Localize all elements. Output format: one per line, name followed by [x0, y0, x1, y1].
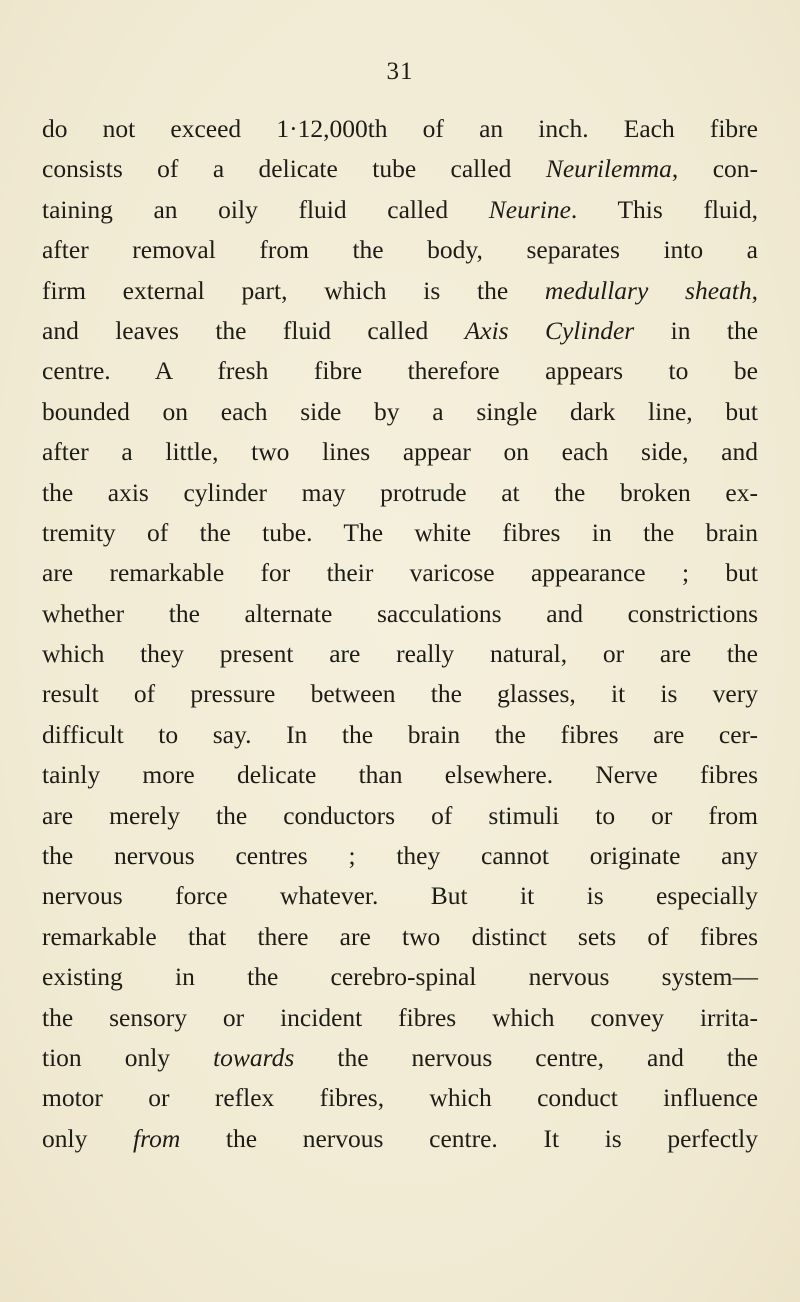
text-segment: tremity of the tube. The white fibres in the brain: [42, 517, 758, 547]
text-segment: tainly more delicate than elsewhere. Nerve fibres: [42, 760, 758, 790]
text-line: [42, 957, 758, 997]
text-line: [42, 594, 758, 634]
italic-term: Neurine: [488, 194, 571, 224]
text-line: [42, 109, 758, 149]
text-segment: in the: [634, 315, 759, 345]
text-segment: motor or reflex fibres, which conduct influence: [42, 1083, 758, 1113]
text-line: [42, 917, 758, 957]
text-line: [42, 432, 758, 472]
text-segment: and leaves the fluid called: [42, 315, 465, 345]
text-line: [42, 392, 758, 432]
italic-term: from: [133, 1123, 181, 1153]
text-line: [42, 311, 758, 351]
text-line: [42, 1078, 758, 1118]
text-line: [42, 149, 758, 189]
text-segment: are merely the conductors of stimuli to or from: [42, 800, 758, 830]
text-line: [42, 553, 758, 593]
text-segment: consists of a delicate tube called: [42, 154, 546, 184]
text-segment: the sensory or incident fibres which convey irrita-: [42, 1002, 758, 1032]
text-segment: , con-: [671, 154, 758, 184]
body-text: [42, 109, 758, 1159]
text-segment: the nervous centre, and the: [294, 1042, 758, 1072]
text-segment: are remarkable for their varicose appearance ; but: [42, 558, 758, 588]
text-segment: nervous force whatever. But it is especially: [42, 881, 758, 911]
text-line: [42, 190, 758, 230]
text-segment: result of pressure between the glasses, it is very: [42, 679, 758, 709]
text-segment: bounded on each side by a single dark line, but: [42, 396, 758, 426]
text-segment: remarkable that there are two distinct sets of fibres: [42, 921, 758, 951]
text-line: [42, 271, 758, 311]
text-segment: which they present are really natural, or are the: [42, 639, 758, 669]
text-segment: the axis cylinder may protrude at the broken ex-: [42, 477, 758, 507]
text-line: [42, 876, 758, 916]
text-segment: after a little, two lines appear on each side, and: [42, 437, 758, 467]
text-line: [42, 351, 758, 391]
text-segment: the nervous centres ; they cannot originate any: [42, 841, 758, 871]
text-line: [42, 836, 758, 876]
text-segment: firm external part, which is the: [42, 275, 545, 305]
text-segment: after removal from the body, separates into a: [42, 235, 758, 265]
text-line: [42, 755, 758, 795]
page-number: 31: [386, 58, 414, 85]
text-segment: . This fluid,: [570, 194, 758, 224]
text-segment: whether the alternate sacculations and constrictions: [42, 598, 758, 628]
text-line: [42, 230, 758, 270]
italic-term: towards: [213, 1042, 295, 1072]
text-line: [42, 513, 758, 553]
text-line: [42, 715, 758, 755]
italic-term: medullary sheath: [544, 275, 752, 305]
text-line: [42, 1038, 758, 1078]
text-segment: tion only: [42, 1042, 214, 1072]
text-line: [42, 998, 758, 1038]
text-segment: the nervous centre. It is perfectly: [180, 1123, 759, 1153]
text-segment: taining an oily fluid called: [42, 194, 489, 224]
italic-term: Neurilemma: [545, 154, 672, 184]
text-segment: do not exceed 1·12,000th of an inch. Each fibre: [42, 114, 758, 143]
text-segment: only: [42, 1123, 134, 1153]
text-segment: existing in the cerebro-spinal nervous system—: [42, 962, 758, 992]
italic-term: Axis Cylinder: [464, 315, 635, 345]
text-line: [42, 473, 758, 513]
text-segment: ,: [751, 275, 758, 305]
text-line: [42, 634, 758, 674]
text-line: [42, 796, 758, 836]
text-line: [42, 674, 758, 714]
text-line: [42, 1119, 758, 1159]
text-segment: difficult to say. In the brain the fibres are cer-: [42, 719, 758, 749]
text-segment: centre. A fresh fibre therefore appears to be: [42, 356, 758, 386]
